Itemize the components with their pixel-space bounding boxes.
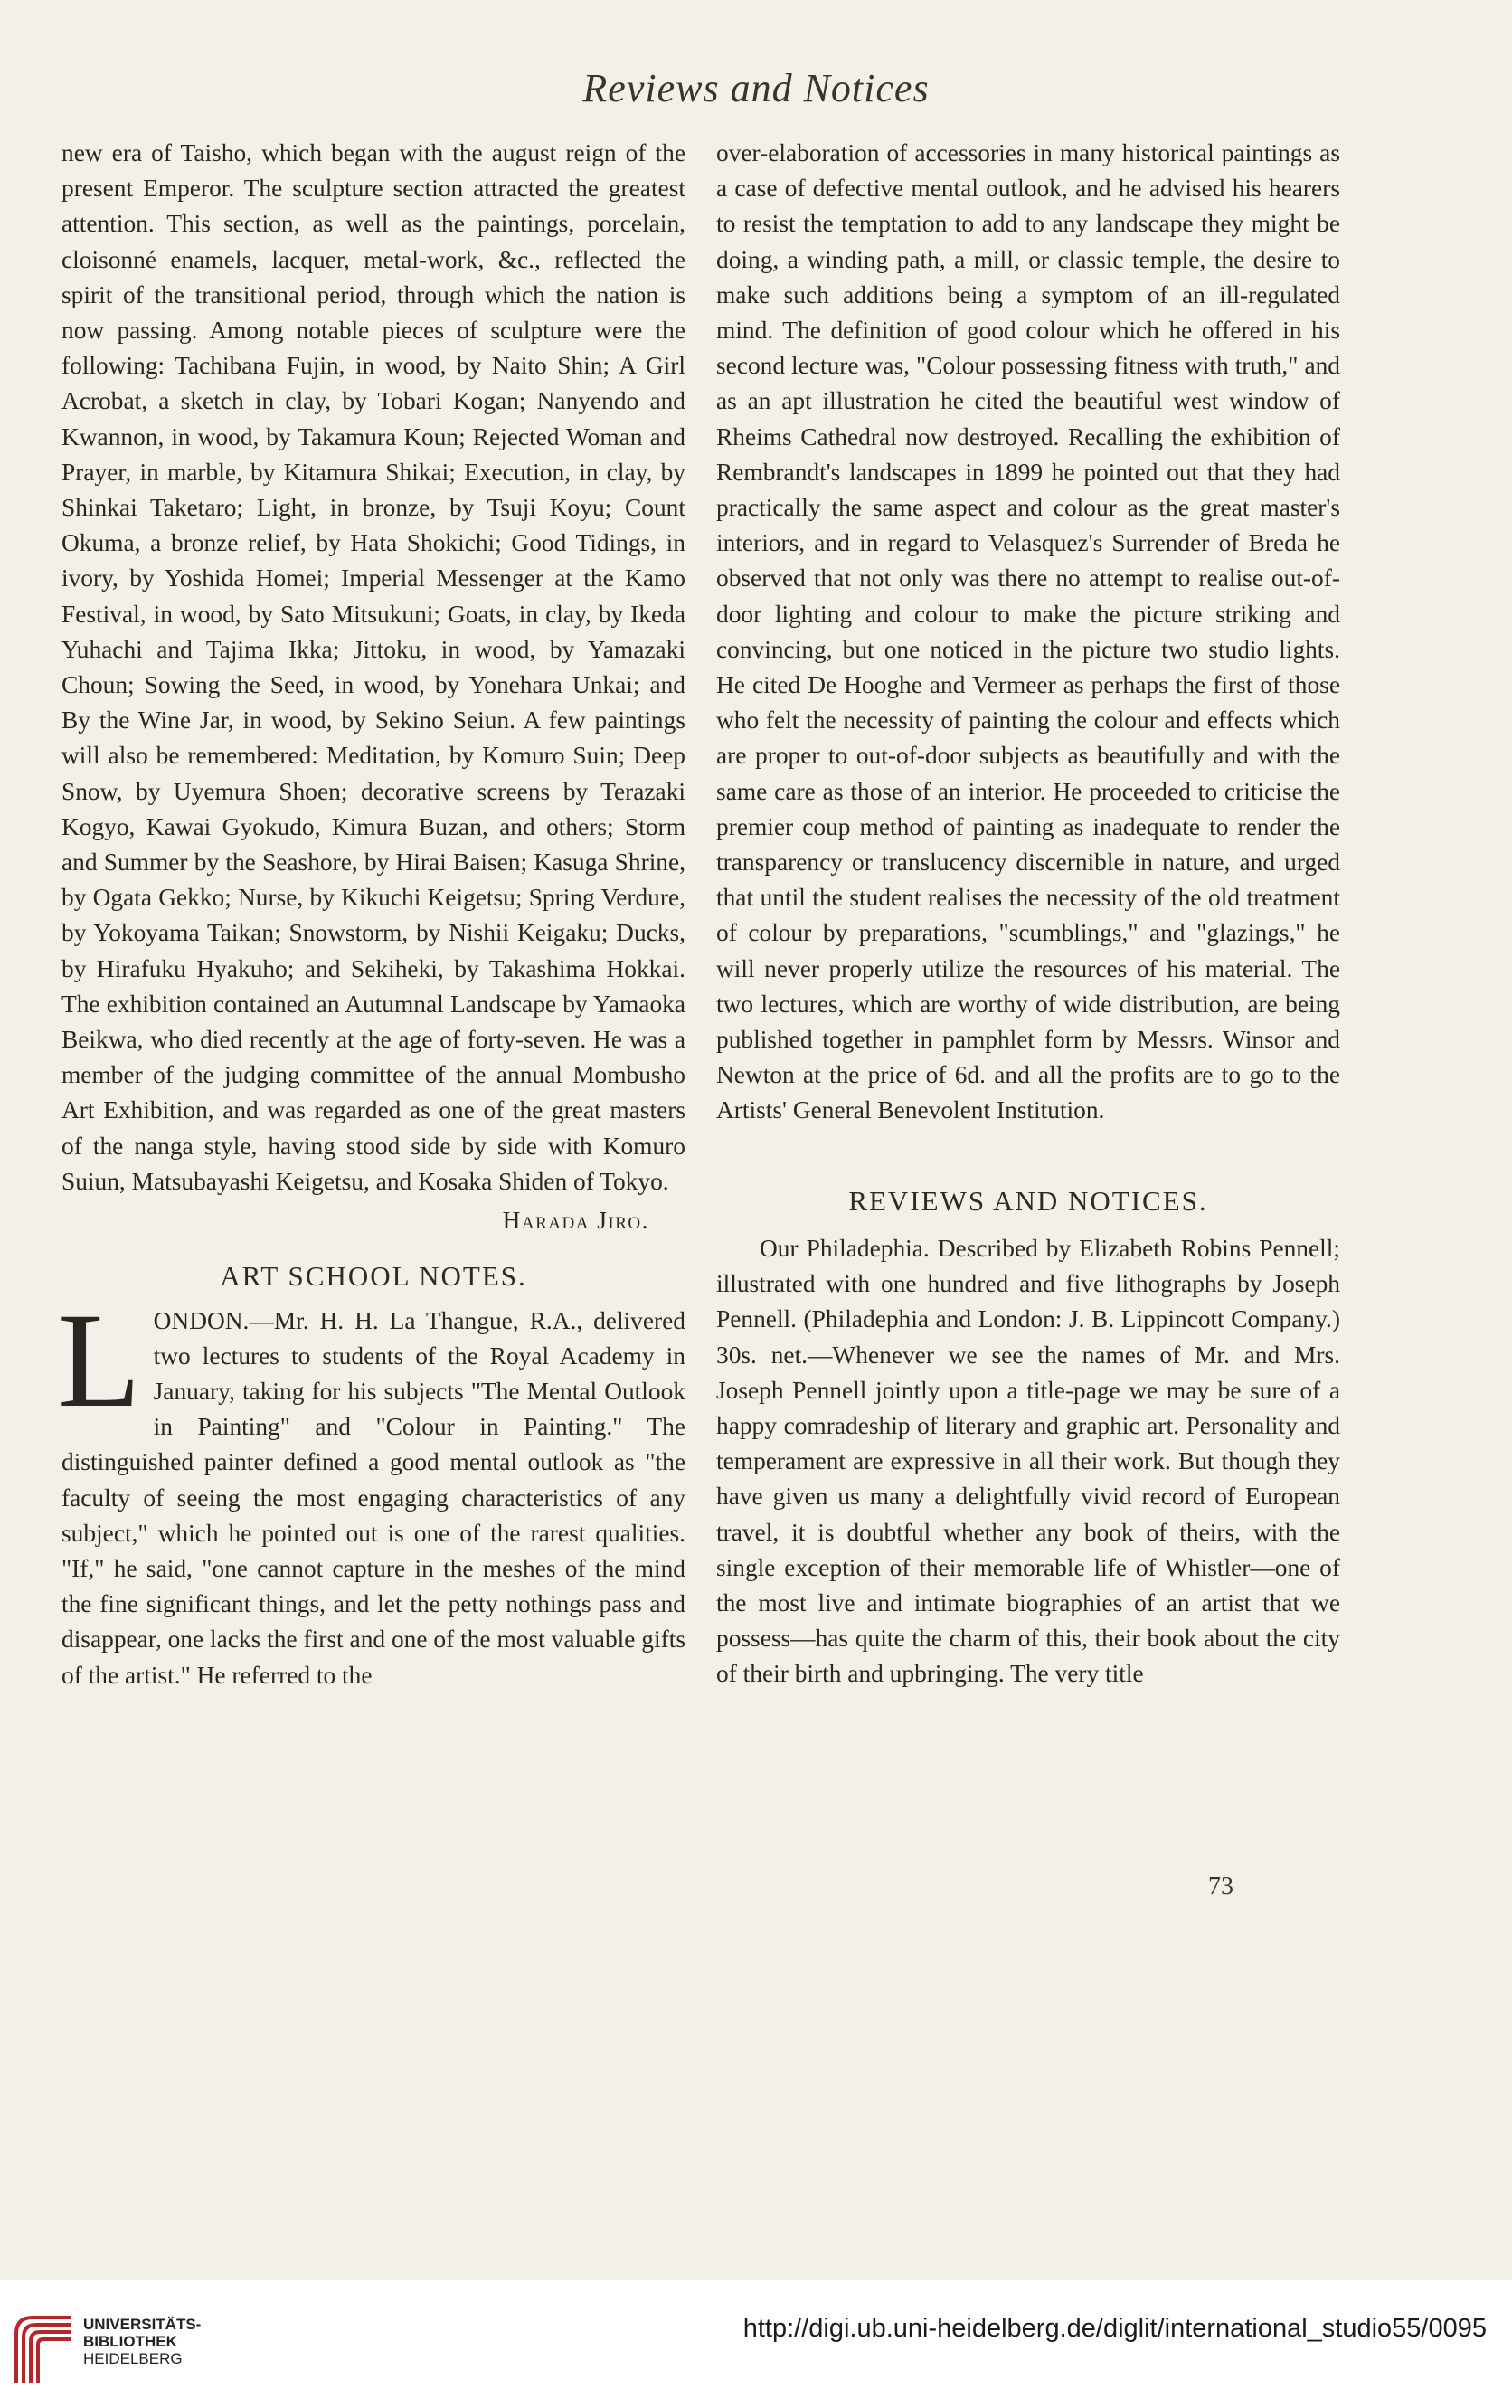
library-name-line3: HEIDELBERG	[83, 2350, 183, 2367]
drop-cap: L	[58, 1285, 141, 1436]
art-school-notes-heading: ART SCHOOL NOTES.	[220, 1260, 527, 1293]
library-name	[83, 2316, 201, 2367]
author-signature: Harada Jiro.	[502, 1207, 649, 1235]
library-logo-icon	[11, 2310, 76, 2386]
london-paragraph	[58, 1285, 685, 1693]
running-head: Reviews and Notices	[582, 66, 930, 110]
page-number: 73	[1208, 1872, 1233, 1901]
london-paragraph-text: ONDON.—Mr. H. H. La Thangue, R.A., delivered two lectures to students of the Royal Academy in January, taking for his subjects "The Mental Outlook in Painting" and "Colour in Painting." The distinguished painter defined a good mental outlook as "the faculty of seeing the most engaging characteristics of any subject," which he pointed out is one of the rarest qualities. "If," he said, "one cannot capture in the meshes of the mind the fine significant things, and let the petty nothings pass and disappear, one lacks the first and one of the most valuable gifts of the artist." He referred to the	[61, 1306, 685, 1689]
lecture-continuation-paragraph: over-elaboration of accessories in many historical paintings as a case of defective mental outlook, and he advised his hearers to resist the temptation to add to any landscape they might be doing, a winding path, a mill, or classic temple, the desire to make such additions being a symptom of an ill-regulated mind. The definition of good colour which he offered in his second lecture was, "Colour possessing fitness with truth," and as an apt illustration he cited the beautiful west window of Rheims Cathedral now destroyed. Recalling the exhibition of Rembrandt's landscapes in 1899 he pointed out that they had practically the same aspect and colour as the great master's interiors, and in regard to Velasquez's Surrender of Breda he observed that not only was there no attempt to realise out-of-door lighting and colour to make the picture striking and convincing, but one noticed in the picture two studio lights. He cited De Hooghe and Vermeer as perhaps the first of those who felt the necessity of painting the colour and effects which are proper to out-of-door subjects as beautifully and with the same care as those of an interior. He proceeded to criticise the premier coup method of painting as inadequate to render the transparency or translucency discernible in nature, and urged that until the student realises the necessity of the old treatment of colour by preparations, "scumblings," and "glazings," he will never properly utilize the resources of his material. The two lectures, which are worthy of wide distribution, are being published together in pamphlet form by Messrs. Winsor and Newton at the price of 6d. and all the profits are to go to the Artists' General Benevolent Institution.	[716, 139, 1340, 1124]
right-column	[716, 136, 1340, 1692]
reviews-and-notices-heading: REVIEWS AND NOTICES.	[848, 1184, 1208, 1217]
library-name-line1: UNIVERSITÄTS-	[83, 2316, 202, 2333]
footer-bar	[0, 2280, 1512, 2408]
source-url-link[interactable]: http://digi.ub.uni-heidelberg.de/diglit/international_studio55/0095	[742, 2314, 1487, 2343]
exhibition-paragraph: new era of Taisho, which began with the august reign of the present Emperor. The sculpture section attracted the greatest attention. This section, as well as the paintings, porcelain, cloisonné enamels, lacquer, metal-work, &c., reflected the spirit of the transitional period, through which the nation is now passing. Among notable pieces of sculpture were the following: Tachibana Fujin, in wood, by Naito Shin; A Girl Acrobat, a sketch in clay, by Tobari Kogan; Nanyendo and Kwannon, in wood, by Takamura Koun; Rejected Woman and Prayer, in marble, by Kitamura Shikai; Execution, in clay, by Shinkai Taketaro; Light, in bronze, by Tsuji Koyu; Count Okuma, a bronze relief, by Hata Shokichi; Good Tidings, in ivory, by Yoshida Homei; Imperial Messenger at the Kamo Festival, in wood, by Sato Mitsukuni; Goats, in clay, by Ikeda Yuhachi and Tajima Ikka; Jittoku, in wood, by Yamazaki Choun; Sowing the Seed, in wood, by Yonehara Unkai; and By the Wine Jar, in wood, by Sekino Seiun. A few paintings will also be remembered: Meditation, by Komuro Suin; Deep Snow, by Uyemura Shoen; decorative screens by Terazaki Kogyo, Kawai Gyokudo, Kimura Buzan, and others; Storm and Summer by the Seashore, by Hirai Baisen; Kasuga Shrine, by Ogata Gekko; Nurse, by Kikuchi Keigetsu; Spring Verdure, by Yokoyama Taikan; Snowstorm, by Nishii Keigaku; Ducks, by Hirafuku Hyakuho; and Sekiheki, by Takashima Hokkai. The exhibition contained an Autumnal Landscape by Yamaoka Beikwa, who died recently at the age of forty-seven. He was a member of the judging committee of the annual Mombusho Art Exhibition, and was regarded as one of the great masters of the nanga style, having stood side by side with Komuro Suiun, Matsubayashi Keigetsu, and Kosaka Shiden of Tokyo.	[61, 139, 685, 1195]
library-name-line2: BIBLIOTHEK	[83, 2333, 177, 2350]
philadelphia-review-paragraph: Our Philadephia. Described by Elizabeth Robins Pennell; illustrated with one hundred and five lithographs by Joseph Pennell. (Philadephia and London: J. B. Lippincott Company.) 30s. net.—Whenever we see the names of Mr. and Mrs. Joseph Pennell jointly upon a title-page we may be sure of a happy comradeship of literary and graphic art. Personality and temperament are expressive in all their work. But though they have given us many a delightfully vivid record of European travel, it is doubtful whether any book of theirs, with the single exception of their memorable life of Whistler—one of the most live and intimate biographies of an artist that we possess—has quite the charm of this, their book about the city of their birth and upbringing. The very title	[716, 1234, 1340, 1688]
left-column	[58, 136, 685, 1693]
